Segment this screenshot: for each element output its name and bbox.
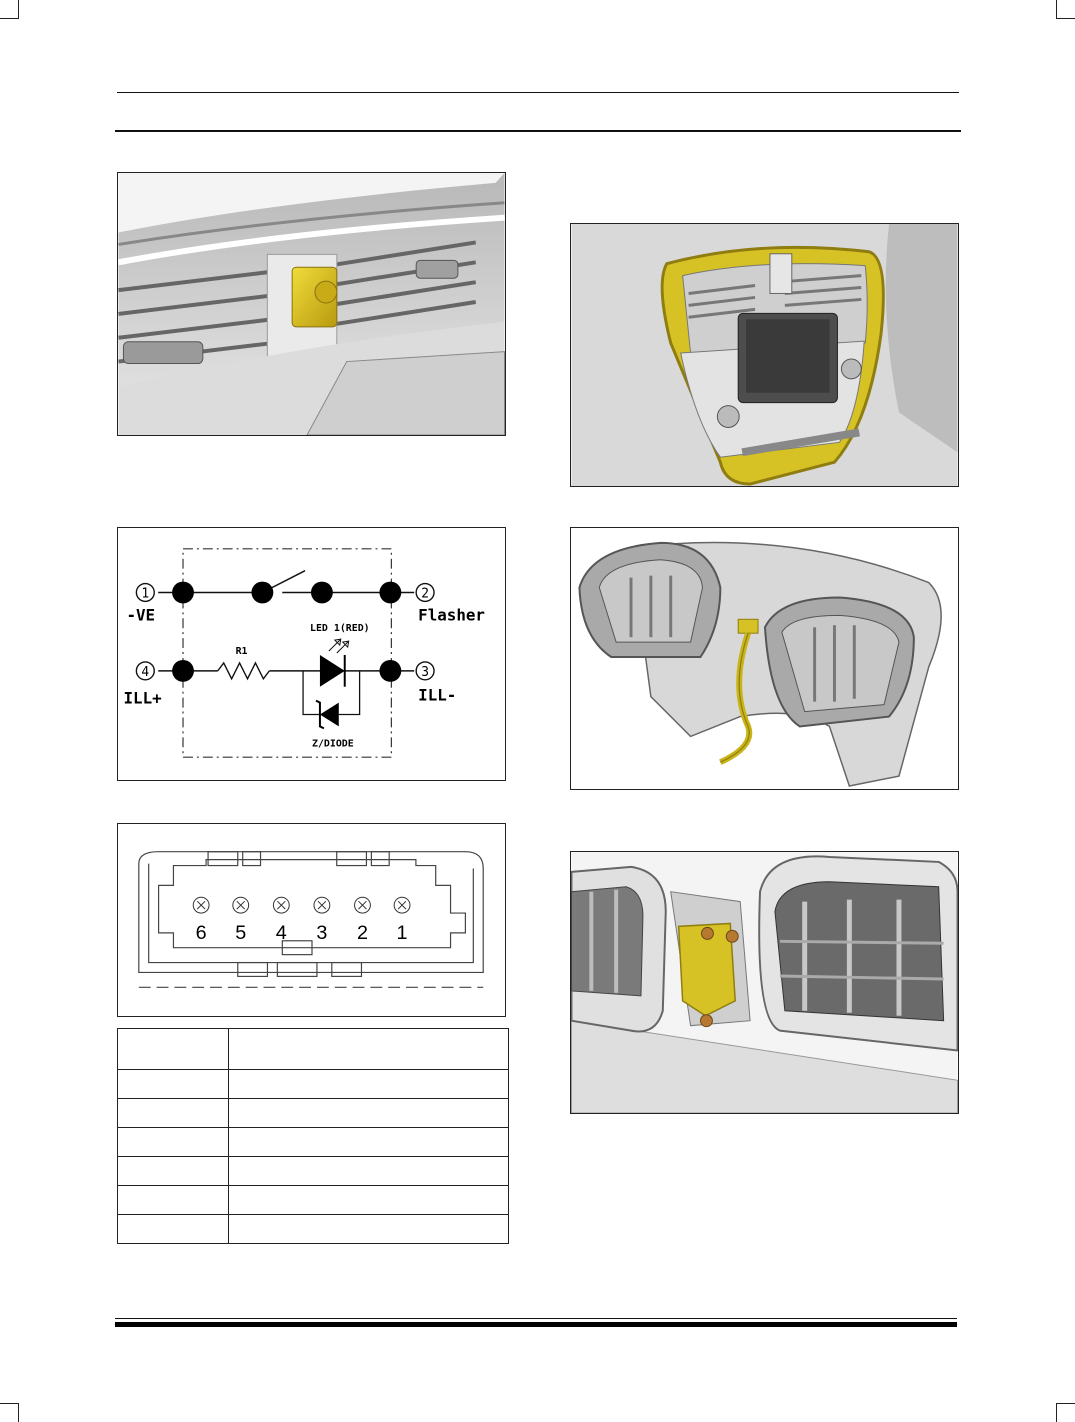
connector-pinout-diagram [117,823,506,1017]
table-cell [229,1157,509,1186]
table-row [118,1128,509,1157]
pin-number-3: 3 [316,921,328,944]
table-cell [229,1186,509,1215]
table-cell [118,1128,229,1157]
connector-pins [193,897,410,913]
vent-assembly-photo [570,527,959,790]
table-row [118,1186,509,1215]
switch-closeup-illustration [571,852,958,1113]
table-cell [229,1099,509,1128]
footer-rule-thick [115,1322,957,1327]
crop-mark-top-right [1056,0,1075,19]
pin-number-6: 6 [195,921,207,944]
footer-rule-thin [115,1318,957,1319]
led-emission-arrows [329,639,349,653]
pin-3-label: ILL- [418,685,457,705]
table-cell [229,1215,509,1244]
crop-mark-bottom-right [1056,1403,1075,1422]
resistor-r1 [218,663,270,679]
header-rule-bottom [115,130,961,132]
pin-number-5: 5 [235,921,247,944]
vent-switch-illustration [118,173,505,435]
node-1 [172,582,194,604]
led-label: LED 1(RED) [310,623,370,635]
switch-closeup-photo [570,851,959,1114]
table-row [118,1070,509,1099]
table-cell [229,1070,509,1099]
connector-pinout-svg [118,824,505,1016]
node-3 [379,660,401,682]
table-header-cell [229,1029,509,1070]
pin-1-number: 1 [141,586,150,602]
circuit-diagram [117,527,506,781]
zener-label: Z/DIODE [311,738,354,750]
crop-mark-bottom-left [0,1403,19,1422]
table-cell [118,1186,229,1215]
node-2 [379,582,401,604]
node-4 [172,660,194,682]
led-symbol [320,655,345,687]
table-row [118,1157,509,1186]
table-header-row [118,1029,509,1070]
pin-number-1: 1 [396,921,408,944]
pin-number-2: 2 [356,921,368,944]
pin-3-number: 3 [421,664,429,680]
header-rule-top [117,92,959,93]
node-switch-b [311,582,333,604]
pin-4-number: 4 [141,664,150,680]
table-cell [118,1157,229,1186]
console-bezel-illustration [571,224,958,486]
table-row [118,1215,509,1244]
pin-1-label: -VE [126,605,156,625]
pin-4-label: ILL+ [123,688,162,708]
harness-connector [738,619,758,633]
circuit-diagram-svg [118,528,505,780]
table-cell [229,1128,509,1157]
table-cell [118,1099,229,1128]
pin-2-label: Flasher [418,605,485,625]
console-bezel-photo [570,223,959,487]
resistor-label: R1 [235,646,248,657]
table-cell [118,1215,229,1244]
crop-mark-top-left [0,0,19,19]
vent-switch-photo [117,172,506,436]
vent-assembly-illustration [571,528,958,789]
table-cell [118,1070,229,1099]
pin-number-4: 4 [275,921,287,944]
table-header-cell [118,1029,229,1070]
connector-housing-outline [139,852,483,988]
pin-assignment-table [117,1028,509,1244]
zener-diode-symbol [320,703,339,727]
node-switch-a [251,582,273,604]
table-row [118,1099,509,1128]
pin-2-number: 2 [421,586,429,602]
